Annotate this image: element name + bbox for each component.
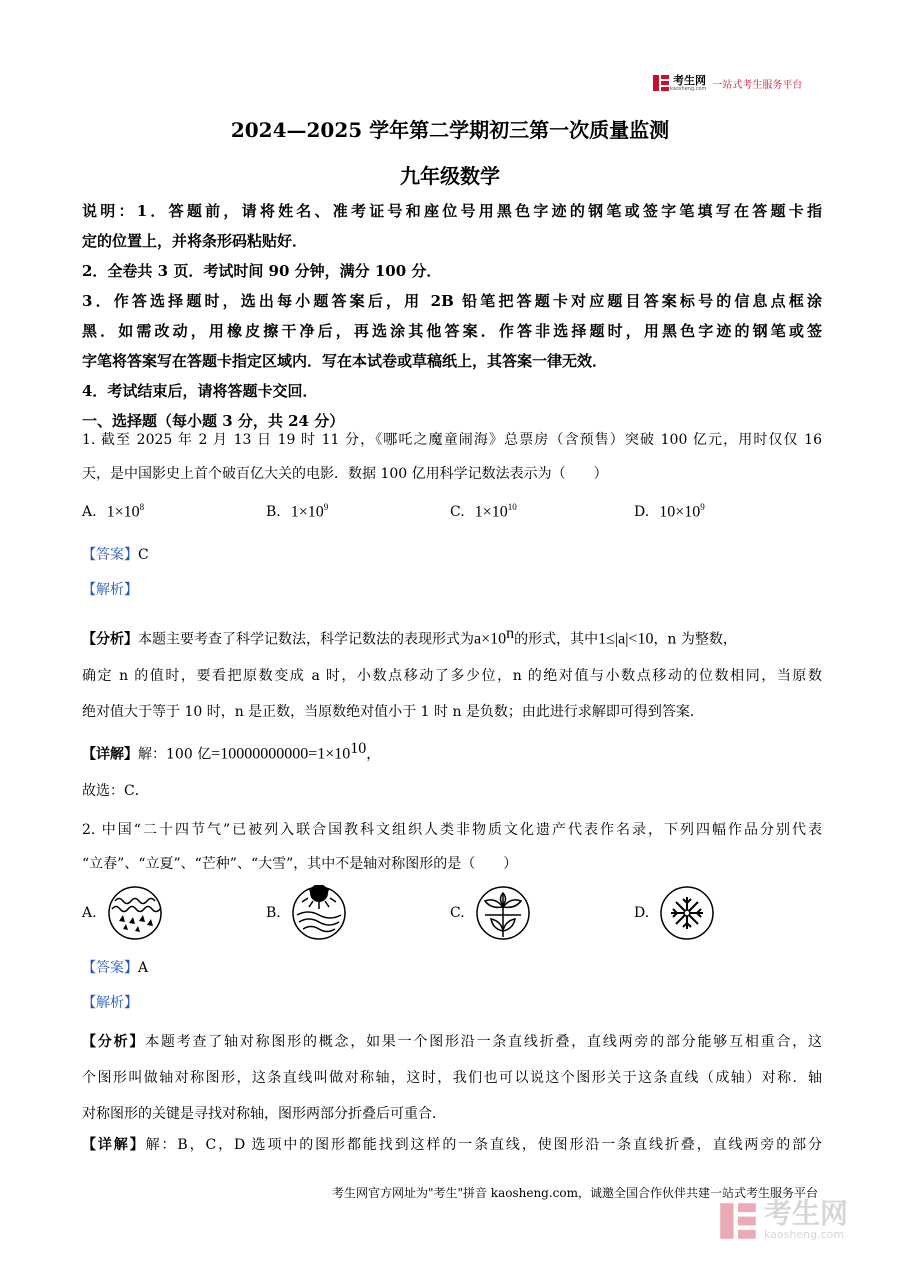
- fenxi-text: 本题主要考查了科学记数法，科学记数法的表现形式为: [138, 631, 474, 648]
- option-label: B.: [266, 905, 281, 921]
- q2-detail: [82, 1130, 822, 1160]
- q2-option-a: [82, 885, 163, 941]
- option-label: D.: [634, 503, 650, 520]
- logo-sub: kaosheng.com: [670, 85, 707, 92]
- question-2-stem: [82, 813, 822, 881]
- section-title: 一、选择题（每小题 3 分，共 24 分）: [82, 412, 345, 430]
- q1-analysis-tag: 【解析】: [82, 582, 138, 598]
- fenxi-line: 确定 n 的值时，要看把原数变成 a 时，小数点移动了多少位，n 的绝对值与小数点移动的位数相同，当原数: [82, 667, 822, 684]
- kaosheng-logo: [652, 74, 802, 92]
- option-exponent: 10: [507, 502, 517, 512]
- question-1-stem: [82, 423, 822, 491]
- detail-text: 解：B，C，D 选项中的图形都能找到这样的一条直线，使图形沿一条直线折叠，直线两旁的部分: [145, 1137, 822, 1153]
- fenxi-line: [82, 616, 822, 658]
- fenxi-line: 个图形叫做轴对称图形，这条直线叫做对称轴，这时，我们也可以说这个图形关于这条直线（成轴）对称．轴: [82, 1070, 822, 1086]
- instruction-line: 4．考试结束后，请将答题卡交回．: [82, 382, 318, 400]
- answer-value: A: [138, 960, 149, 976]
- detail-exp: 10: [350, 740, 367, 757]
- fenxi-text: 的形式，其中: [514, 631, 599, 648]
- option-label: C.: [450, 503, 465, 520]
- q1-option-a: [82, 502, 144, 521]
- watermark-sub: kaosheng.com: [764, 1228, 845, 1241]
- fenxi-line: 绝对值大于等于 10 时，n 是正数，当原数绝对值小于 1 时 n 是负数；由此进行求解即可得到答案．: [82, 703, 704, 720]
- q2-option-d: [634, 885, 715, 941]
- option-label: A.: [82, 503, 97, 520]
- watermark: [718, 1197, 849, 1241]
- answer-value: C: [138, 547, 149, 563]
- option-base: 10×10: [659, 503, 701, 521]
- question-line: 天，是中国影史上首个破百亿大关的电影．数据 100 亿用科学记数法表示为（ ）: [82, 466, 608, 482]
- lixia-emblem-icon: [291, 885, 347, 941]
- q1-fenxi: [82, 616, 822, 730]
- q2-option-c: [450, 885, 531, 941]
- fenxi-formula: a×10: [474, 630, 507, 648]
- option-label: D.: [634, 905, 650, 921]
- option-base: 1×10: [290, 503, 324, 521]
- instruction-line: 2．全卷共 3 页．考试时间 90 分钟，满分 100 分．: [82, 262, 442, 280]
- detail-line: [82, 1130, 822, 1160]
- option-label: C.: [450, 905, 465, 921]
- instruction-line: 定的位置上，并将条形码粘贴好．: [82, 232, 308, 250]
- exam-title: 2024—2025 学年第二学期初三第一次质量监测: [230, 118, 670, 142]
- lichun-emblem-icon: [107, 885, 163, 941]
- q2-analysis-tag: 【解析】: [82, 995, 138, 1011]
- q1-conclusion: 故选：C．: [82, 783, 149, 799]
- option-label: A.: [82, 905, 97, 921]
- question-line: 1. 截至 2025 年 2 月 13 日 19 时 11 分，《哪吒之魔童闹海》总票房（含预售）突破 100 亿元，用时仅仅 16: [82, 432, 822, 448]
- fenxi-condition: 1≤|a|<10: [598, 630, 654, 648]
- watermark-text: 考生网: [764, 1197, 849, 1230]
- q1-detail: [82, 734, 822, 770]
- q1-answer: [82, 540, 822, 570]
- detail-text: ，: [366, 746, 381, 763]
- q1-option-c: [450, 502, 517, 521]
- detail-math: =10000000000=1×10: [211, 745, 351, 763]
- watermark-logo-icon: [718, 1201, 758, 1241]
- instruction-line: 字笔将答案写在答题卡指定区域内．写在本试卷或草稿纸上，其答案一律无效．: [82, 352, 608, 370]
- exam-subtitle: 九年级数学: [400, 164, 500, 188]
- detail-tag: 【详解】: [82, 1137, 146, 1153]
- option-label: B.: [266, 503, 281, 520]
- fenxi-text: ，n 为整数，: [653, 631, 737, 648]
- fenxi-text: 本题考查了轴对称图形的概念，如果一个图形沿一条直线折叠，直线两旁的部分能够互相重合，这: [145, 1034, 823, 1050]
- answer-tag: 【答案】: [82, 960, 138, 976]
- logo-slogan: 一站式考生服务平台: [712, 79, 803, 91]
- instructions: [82, 196, 822, 436]
- option-base: 1×10: [106, 503, 140, 521]
- kaosheng-logo-icon: [652, 74, 670, 92]
- mangzhong-emblem-icon: [475, 885, 531, 941]
- fenxi-line: 对称图形的关键是寻找对称轴，图形两部分折叠后可重合．: [82, 1106, 446, 1122]
- q2-fenxi: [82, 1024, 822, 1132]
- daxue-emblem-icon: [659, 885, 715, 941]
- detail-text: 解：100 亿: [138, 746, 212, 763]
- instruction-line: 黑．如需改动，用橡皮擦干净后，再选涂其他答案．作答非选择题时，用黑色字迹的钢笔或签: [82, 322, 822, 340]
- fenxi-formula-exp: n: [506, 625, 515, 642]
- q1-option-b: [266, 502, 328, 521]
- option-base: 1×10: [474, 503, 508, 521]
- question-line: “立春”、“立夏”、“芒种”、“大雪”，其中不是轴对称图形的是（ ）: [82, 856, 518, 872]
- answer-tag: 【答案】: [82, 547, 138, 563]
- q1-option-d: [634, 502, 705, 521]
- fenxi-tag: 【分析】: [82, 631, 138, 648]
- page-footer: 考生网官方网址为"考生"拼音 kaosheng.com，诚邀全国合作伙伴共建一站式考生服务平台: [331, 1186, 818, 1200]
- detail-tag: 【详解】: [82, 746, 138, 763]
- logo-text: 考生网: [673, 73, 706, 87]
- q2-option-b: [266, 885, 347, 941]
- option-exponent: 9: [700, 502, 705, 512]
- question-line: 2. 中国“二十四节气”已被列入联合国教科文组织人类非物质文化遗产代表作名录，下列四幅作品分别代表: [82, 822, 822, 838]
- option-exponent: 9: [323, 502, 329, 512]
- option-exponent: 8: [139, 502, 145, 512]
- fenxi-line: [82, 1024, 822, 1060]
- fenxi-tag: 【分析】: [82, 1034, 146, 1050]
- q2-answer: [82, 953, 822, 983]
- instruction-line: 3．作答选择题时，选出每小题答案后，用 2B 铅笔把答题卡对应题目答案标号的信息点框涂: [82, 292, 822, 310]
- instruction-line: 说明：1．答题前，请将姓名、准考证号和座位号用黑色字迹的钢笔或签字笔填写在答题卡指: [82, 202, 822, 220]
